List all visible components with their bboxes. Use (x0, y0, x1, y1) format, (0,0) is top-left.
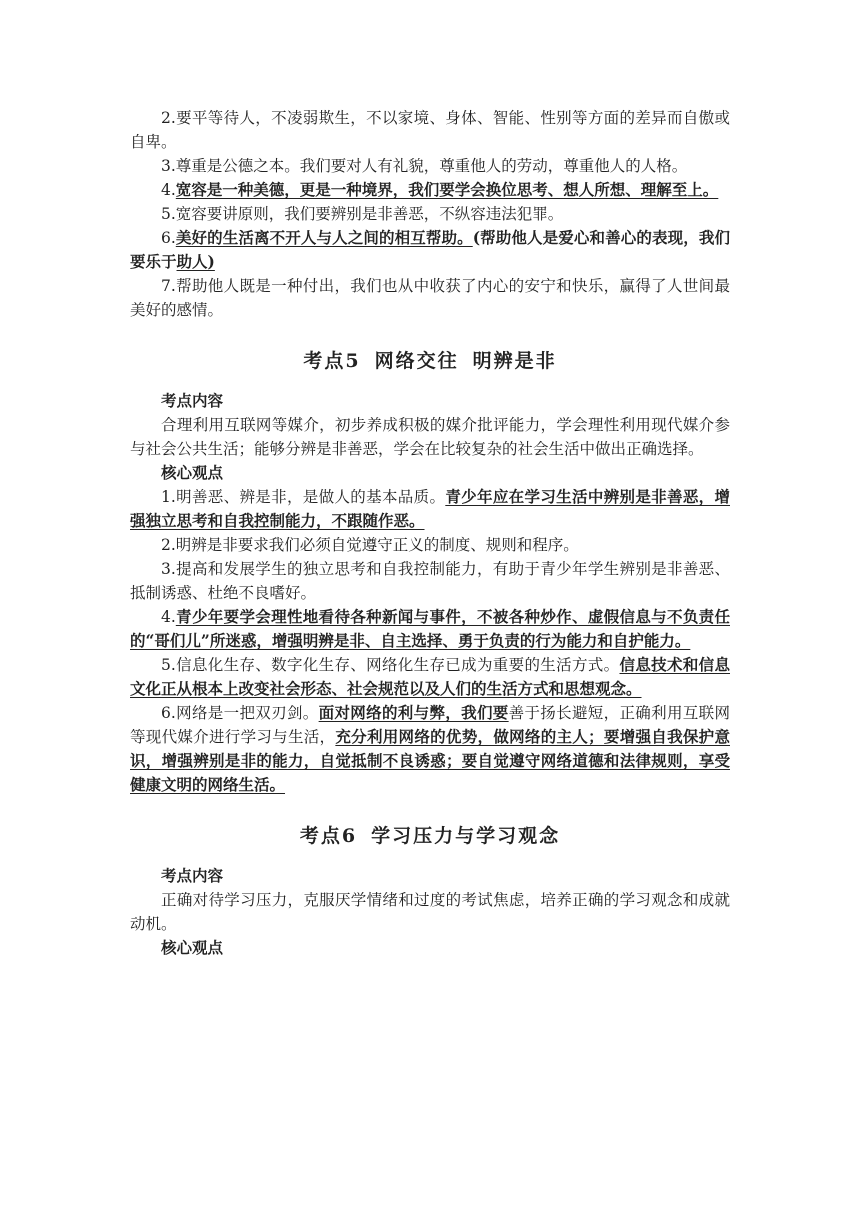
plain-text: 1.明善恶、辨是非，是做人的基本品质。 (161, 488, 446, 506)
core-point-2: 2.明辨是非要求我们必须自觉遵守正义的制度、规则和程序。 (161, 536, 579, 554)
section-heading-6 (130, 821, 730, 848)
paragraph-3: 3.尊重是公德之本。我们要对人有礼貌，尊重他人的劳动，尊重他人的人格。 (161, 157, 688, 175)
plain-text: 5.信息化生存、数字化生存、网络化生存已成为重要的生活方式。 (161, 656, 620, 674)
core-point-4 (130, 605, 730, 653)
underlined-text: 充分利用网络的优势，做网络的主人；要增强自我保护意识，增强辨别是非的能力，自觉抵制不良诱惑；要自觉遵守网络道德和法律规则，享受健康文明的网络生活。 (130, 727, 730, 794)
paragraph-6 (130, 226, 730, 274)
underlined-text: 青少年要学会理性地看待各种新闻与事件，不被各种炒作、虚假信息与不负责任的“哥们儿”所迷惑，增强明辨是非、自主选择、勇于负责的行为能力和自护能力。 (130, 607, 730, 650)
item-number: 6. (161, 229, 176, 247)
underlined-text: 美好的生活离不开人与人之间的相互帮助。 (175, 228, 473, 247)
paragraph-5: 5.宽容要讲原则，我们要辨别是非善恶，不纵容违法犯罪。 (161, 205, 564, 223)
heading-part-2: 明辨是非 (472, 350, 557, 372)
heading-number: 考点6 (299, 825, 358, 847)
document-body (130, 106, 730, 960)
core-label: 核心观点 (161, 938, 224, 957)
plain-text: 6.网络是一把双刃剑。 (161, 704, 319, 722)
paragraph-7: 7.帮助他人既是一种付出，我们也从中收获了内心的安宁和快乐，赢得了人世间最美好的感情。 (130, 277, 730, 319)
heading-part-1: 网络交往 (374, 350, 459, 372)
item-number: 4. (161, 181, 176, 199)
core-label: 核心观点 (161, 463, 224, 482)
heading-part-1: 学习压力与学习观念 (371, 825, 561, 847)
heading-number: 考点5 (303, 350, 361, 372)
paragraph-2: 2.要平等待人，不凌弱欺生，不以家境、身体、智能、性别等方面的差异而自傲或自卑。 (130, 109, 730, 151)
underlined-text: 信息技术和信息文化正从根本上改变社会形态、社会规范以及人们的生活方式和思想观念。 (130, 655, 730, 698)
plain-text: 善于扬长避短，正确利用互联网等现代媒介进行学习与生活， (130, 704, 730, 746)
content-label: 考点内容 (161, 866, 224, 885)
core-point-5 (130, 653, 730, 701)
underlined-text: 助人) (176, 252, 215, 271)
content-label: 考点内容 (161, 391, 224, 410)
content-text: 合理利用互联网等媒介，初步养成积极的媒介批评能力，学会理性利用现代媒介参与社会公共生活；能够分辨是非善恶，学会在比较复杂的社会生活中做出正确选择。 (130, 416, 730, 458)
item-number: 4. (161, 608, 176, 626)
core-point-3: 3.提高和发展学生的独立思考和自我控制能力，有助于青少年学生辨别是非善恶、抵制诱惑、杜绝不良嗜好。 (130, 560, 730, 602)
paragraph-4 (130, 178, 730, 202)
underlined-text: 宽容是一种美德，更是一种境界，我们要学会换位思考、想人所想、理解至上。 (175, 180, 719, 199)
underlined-text: 青少年应在学习生活中辨别是非善恶，增强独立思考和自我控制能力，不跟随作恶。 (130, 487, 730, 530)
core-point-6 (130, 701, 730, 797)
core-point-1 (130, 485, 730, 533)
bold-note: (帮助他人是爱心和善心的表现，我们要乐于助人) (130, 228, 730, 271)
section-heading-5 (130, 346, 730, 373)
underlined-text: 面对网络的利与弊，我们要 (318, 703, 509, 722)
content-text: 正确对待学习压力，克服厌学情绪和过度的考试焦虑，培养正确的学习观念和成就动机。 (130, 891, 730, 933)
